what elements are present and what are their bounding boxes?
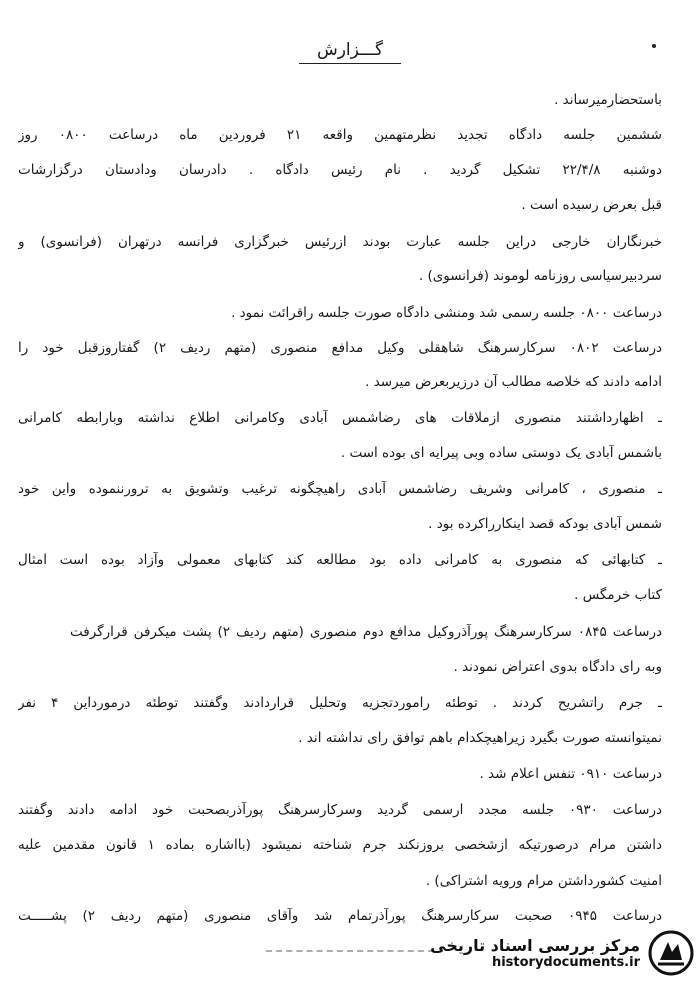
text-line: ـ جرم راتشریح کردند . توطئه راموردتجزیه وتحلیل قراردادند وگفتند توطئه درمورداین ۴ نفر bbox=[18, 695, 662, 711]
text-line: سردبیرسیاسی روزنامه لوموند (فرانسوی) . bbox=[418, 268, 662, 284]
document-title bbox=[0, 40, 700, 60]
text-line: شمس آبادی بودکه قصد اینکارراکرده بود . bbox=[428, 516, 662, 532]
text-line: ـ کتابهائی که منصوری به کامرانی داده بود مطالعه کند کتابهای معمولی وآزاد بوده است امثال bbox=[18, 552, 662, 568]
watermark-title: مرکز بررسی اسناد تاریخی bbox=[430, 936, 640, 955]
text-line: درساعت ۰۸۰۲ سرکارسرهنگ شاهقلی وکیل مدافع منصوری (متهم ردیف ۲) گفتاروزقبل خود را bbox=[18, 340, 662, 356]
text-line: ششمین جلسه دادگاه تجدید نظرمتهمین واقعه ۲۱ فروردین ماه درساعت ۰۸۰۰ روز bbox=[18, 127, 662, 143]
text-line: کتاب خرمگس . bbox=[574, 587, 662, 603]
text-line: امنیت کشورداشتن مرام ورویه اشتراکی) . bbox=[425, 873, 662, 889]
text-line: نمیتوانسته صورت بگیرد زیراهیچکدام باهم توافق رای نداشته اند . bbox=[298, 730, 662, 746]
faded-mark bbox=[266, 936, 434, 952]
text-line: قبل بعرض رسیده است . bbox=[521, 197, 662, 213]
text-line: درساعت ۰۹۴۵ صحبت سرکارسرهنگ پورآذرتمام شد وآقای منصوری (متهم ردیف ۲) پشـــــت bbox=[18, 908, 662, 924]
text-line: درساعت ۰۹۱۰ تنفس اعلام شد . bbox=[479, 766, 662, 782]
title-text: گـــزارش bbox=[299, 40, 401, 64]
text-line: باشمس آبادی یک دوستی ساده وبی پیرایه ای بوده است . bbox=[340, 445, 662, 461]
text-line: درساعت ۰۹۳۰ جلسه مجدد ارسمی گردید وسرکارسرهنگ پورآذربصحبت خود ادامه دادند وگفتند bbox=[18, 802, 662, 818]
watermark-url: historydocuments.ir bbox=[491, 955, 640, 970]
text-line: ادامه دادند که خلاصه مطالب آن درزیربعرض میرسد . bbox=[365, 374, 662, 390]
text-line: خبرنگاران خارجی دراین جلسه عبارت بودند ازرئیس خبرگزاری فرانسه درتهران (فرانسوی) و bbox=[18, 234, 662, 250]
watermark-text bbox=[430, 936, 640, 970]
text-line: باستحضارمیرساند . bbox=[554, 92, 662, 108]
archive-logo-icon bbox=[648, 930, 694, 976]
text-line: داشتن مرام درصورتیکه ازشخصی بروزنکند جرم شناخته نمیشود (بااشاره بماده ۱ قانون مقدمین علیه bbox=[18, 837, 662, 853]
text-line: دوشنبه ۲۲/۴/۸ تشکیل گردید . نام رئیس دادگاه . دادرسان ودادستان درگزارشات bbox=[18, 162, 662, 178]
text-line: درساعت ۰۸۴۵ سرکارسرهنگ پورآذروکیل مدافع دوم منصوری (متهم ردیف ۲) پشت میکرفن قرارگرفت bbox=[70, 624, 662, 640]
text-line: درساعت ۰۸۰۰ جلسه رسمی شد ومنشی دادگاه صورت جلسه راقرائت نمود . bbox=[231, 305, 662, 321]
text-line: ـ منصوری ، کامرانی وشریف رضاشمس آبادی راهیچگونه ترغیب وتشویق به ترورننموده واین خود bbox=[18, 481, 662, 497]
text-line: وبه رای دادگاه بدوی اعتراض نمودند . bbox=[453, 659, 662, 675]
watermark bbox=[430, 922, 694, 984]
text-line: ـ اظهارداشتند منصوری ازملاقات های رضاشمس آبادی وکامرانی اطلاع نداشته وبارابطه کامرانی bbox=[18, 410, 662, 426]
